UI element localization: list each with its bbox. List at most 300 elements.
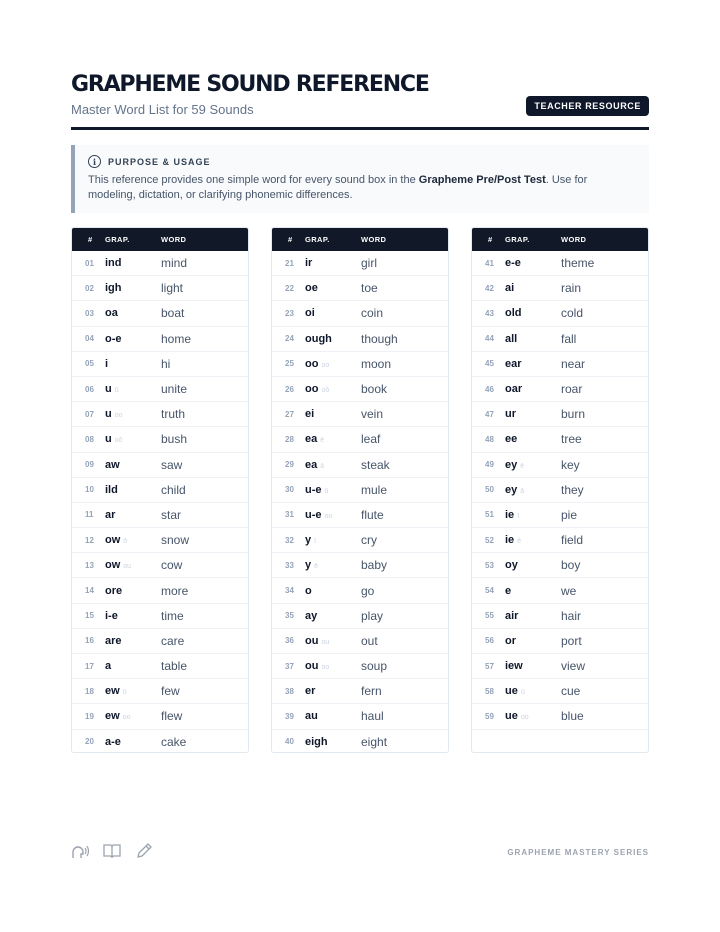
grapheme-text: au	[305, 710, 318, 723]
pencil-icon	[135, 843, 153, 864]
grapheme	[105, 736, 161, 748]
table-row	[72, 553, 248, 578]
table-row	[472, 251, 648, 276]
vowel-marker: oo	[324, 512, 333, 520]
grapheme	[105, 635, 161, 647]
vowel-marker: ū	[520, 689, 525, 697]
grapheme	[305, 307, 361, 319]
table-row	[72, 704, 248, 729]
vowel-marker: ō	[123, 538, 128, 546]
grapheme	[505, 408, 561, 420]
example-word: boy	[561, 558, 581, 573]
vowel-marker: ā	[320, 462, 325, 470]
grapheme-text: aw	[105, 458, 120, 471]
example-word: girl	[361, 256, 378, 271]
sound-number: 20	[85, 737, 94, 747]
example-word: time	[161, 608, 184, 623]
sound-number: 46	[485, 384, 494, 394]
usage-text-part: This reference provides one simple word for every sound box in the	[88, 174, 419, 186]
example-word: star	[161, 507, 182, 522]
grapheme	[305, 408, 361, 420]
grapheme	[105, 685, 161, 697]
table-row	[472, 528, 648, 553]
grapheme-text: oo	[305, 383, 319, 396]
grapheme	[505, 710, 561, 722]
grapheme	[305, 433, 361, 445]
table-row	[272, 327, 448, 352]
grapheme-text: ow	[105, 534, 121, 547]
grapheme	[105, 282, 161, 294]
table-row	[272, 629, 448, 654]
open-book-icon	[103, 843, 121, 864]
grapheme-text: o	[305, 584, 312, 597]
grapheme	[505, 257, 561, 269]
grapheme-text: ou	[305, 660, 319, 673]
example-word: flew	[161, 709, 183, 724]
grapheme-text: ind	[105, 257, 122, 270]
grapheme-text: ie	[505, 534, 515, 547]
vowel-marker: ē	[314, 563, 319, 571]
grapheme-text: a-e	[105, 735, 121, 748]
table-row	[272, 402, 448, 427]
example-word: theme	[561, 256, 595, 271]
grapheme	[305, 333, 361, 345]
sound-number: 26	[285, 384, 294, 394]
table-row	[72, 402, 248, 427]
sound-number: 28	[285, 434, 294, 444]
grapheme	[105, 358, 161, 370]
vowel-marker: ū	[122, 689, 127, 697]
example-word: cry	[361, 533, 377, 548]
grapheme	[505, 307, 561, 319]
grapheme-text: all	[505, 332, 518, 345]
example-word: toe	[361, 281, 378, 296]
page-subtitle: Master Word List for 59 Sounds	[71, 102, 254, 117]
grapheme-text: old	[505, 307, 522, 320]
grapheme	[105, 383, 161, 395]
table-row	[72, 352, 248, 377]
sound-number: 01	[85, 258, 94, 268]
grapheme-text: i-e	[105, 609, 118, 622]
sound-number: 16	[85, 636, 94, 646]
example-word: flute	[361, 507, 384, 522]
teacher-resource-badge: TEACHER RESOURCE	[526, 96, 649, 116]
table-body	[272, 251, 448, 753]
column-header-num: #	[288, 235, 293, 244]
grapheme	[105, 257, 161, 269]
sound-number: 42	[485, 283, 494, 293]
grapheme-text: ei	[305, 408, 315, 421]
grapheme-text: are	[105, 634, 122, 647]
vowel-marker: oo	[321, 361, 330, 369]
grapheme	[505, 660, 561, 672]
footer-icons	[71, 843, 153, 864]
vowel-marker: ē	[320, 437, 325, 445]
vowel-marker: ou	[321, 638, 330, 646]
sound-number: 37	[285, 661, 294, 671]
example-word: unite	[161, 382, 188, 397]
sound-number: 58	[485, 686, 494, 696]
page-header	[71, 72, 649, 117]
example-word: hi	[161, 356, 171, 371]
example-word: cow	[161, 558, 183, 573]
series-label: GRAPHEME MASTERY SERIES	[507, 848, 649, 857]
grapheme	[105, 610, 161, 622]
grapheme	[305, 685, 361, 697]
sound-number: 40	[285, 737, 294, 747]
grapheme-text: oa	[105, 307, 118, 320]
grapheme	[505, 635, 561, 647]
usage-heading	[88, 155, 637, 168]
grapheme	[105, 307, 161, 319]
grapheme	[105, 484, 161, 496]
grapheme	[505, 484, 561, 496]
table-row	[72, 604, 248, 629]
sound-number: 10	[85, 485, 94, 495]
example-word: tree	[561, 432, 582, 447]
grapheme-text: ie	[505, 508, 515, 521]
example-word: vein	[361, 407, 384, 422]
table-row	[472, 327, 648, 352]
grapheme	[505, 534, 561, 546]
table-row	[72, 654, 248, 679]
example-word: cake	[161, 734, 187, 749]
table-row	[272, 276, 448, 301]
table-row	[272, 528, 448, 553]
grapheme-text: y	[305, 559, 312, 572]
info-icon: i	[88, 155, 101, 168]
table-row	[472, 402, 648, 427]
sound-number: 55	[485, 611, 494, 621]
grapheme-text: ild	[105, 483, 118, 496]
table-row	[472, 629, 648, 654]
example-word: soup	[361, 659, 388, 674]
sound-number: 03	[85, 308, 94, 318]
table-row	[272, 427, 448, 452]
example-word: truth	[161, 407, 186, 422]
example-word: few	[161, 684, 180, 699]
column-header-num: #	[488, 235, 493, 244]
example-word: near	[561, 356, 586, 371]
table-row	[272, 503, 448, 528]
grapheme-text: u	[105, 383, 112, 396]
table-row	[272, 251, 448, 276]
table-row	[272, 654, 448, 679]
table-row	[272, 679, 448, 704]
grapheme-text: ue	[505, 710, 518, 723]
grapheme	[105, 333, 161, 345]
grapheme-text: ough	[305, 332, 332, 345]
example-word: bush	[161, 432, 188, 447]
example-word: we	[561, 583, 577, 598]
table-row	[472, 478, 648, 503]
page-title: GRAPHEME SOUND REFERENCE	[71, 72, 429, 97]
example-word: play	[361, 608, 384, 623]
sound-number: 22	[285, 283, 294, 293]
table-row	[472, 276, 648, 301]
example-word: table	[161, 659, 188, 674]
grapheme-text: ea	[305, 433, 318, 446]
sound-number: 27	[285, 409, 294, 419]
column-header-word: WORD	[561, 235, 587, 244]
example-word: view	[561, 659, 586, 674]
sound-number: 33	[285, 560, 294, 570]
grapheme-text: ue	[505, 685, 518, 698]
table-row	[72, 528, 248, 553]
grapheme	[305, 534, 361, 546]
table-row	[272, 604, 448, 629]
example-word: care	[161, 633, 185, 648]
example-word: port	[561, 633, 582, 648]
grapheme-text: er	[305, 685, 316, 698]
vowel-marker: ē	[520, 462, 525, 470]
column-header-grapheme: GRAP.	[305, 235, 330, 244]
table-header	[472, 228, 648, 251]
sound-number: 18	[85, 686, 94, 696]
grapheme	[105, 710, 161, 722]
example-word: fall	[561, 331, 577, 346]
example-word: steak	[361, 457, 390, 472]
table-row	[472, 301, 648, 326]
sound-number: 53	[485, 560, 494, 570]
sound-number: 44	[485, 334, 494, 344]
table-row	[472, 352, 648, 377]
table-row	[472, 604, 648, 629]
grapheme-text: or	[505, 634, 516, 647]
grapheme-text: ea	[305, 458, 318, 471]
table-row	[272, 704, 448, 729]
example-word: saw	[161, 457, 183, 472]
example-word: field	[561, 533, 584, 548]
table-row	[272, 453, 448, 478]
vowel-marker: ū	[324, 487, 329, 495]
grapheme-text: u-e	[305, 483, 322, 496]
grapheme-text: ee	[505, 433, 518, 446]
example-word: hair	[561, 608, 582, 623]
sound-number: 19	[85, 711, 94, 721]
example-word: cold	[561, 306, 584, 321]
table-row	[72, 679, 248, 704]
usage-title: PURPOSE & USAGE	[108, 156, 211, 167]
vowel-marker: oo	[122, 714, 131, 722]
grapheme	[505, 509, 561, 521]
vowel-marker: ē	[517, 538, 522, 546]
grapheme	[505, 610, 561, 622]
grapheme	[305, 509, 361, 521]
grapheme-text: eigh	[305, 735, 328, 748]
usage-text-bold: Grapheme Pre/Post Test	[418, 174, 546, 186]
table-row	[72, 301, 248, 326]
sound-number: 36	[285, 636, 294, 646]
table-row	[72, 478, 248, 503]
grapheme-text: ur	[505, 408, 516, 421]
sound-number: 07	[85, 409, 94, 419]
sound-number: 29	[285, 460, 294, 470]
table-row	[72, 503, 248, 528]
grapheme	[305, 559, 361, 571]
sound-number: 45	[485, 359, 494, 369]
grapheme-text: ir	[305, 257, 313, 270]
grapheme-text: air	[505, 609, 519, 622]
example-word: rain	[561, 281, 582, 296]
vowel-marker: ū	[114, 387, 119, 395]
grapheme-text: ear	[505, 357, 522, 370]
sound-number: 52	[485, 535, 494, 545]
table-row	[472, 453, 648, 478]
example-word: mule	[361, 482, 388, 497]
grapheme-text: ew	[105, 710, 120, 723]
sound-number: 04	[85, 334, 94, 344]
grapheme-text: ay	[305, 609, 318, 622]
sound-number: 08	[85, 434, 94, 444]
vowel-marker: oo	[114, 412, 123, 420]
grapheme	[105, 459, 161, 471]
grapheme	[305, 358, 361, 370]
example-word: coin	[361, 306, 384, 321]
table-row	[272, 478, 448, 503]
grapheme	[105, 433, 161, 445]
grapheme-text: i	[105, 357, 109, 370]
grapheme-text: ore	[105, 584, 123, 597]
example-word: mind	[161, 256, 188, 271]
sound-number: 47	[485, 409, 494, 419]
grapheme	[105, 660, 161, 672]
sound-table-column-1	[71, 227, 249, 753]
example-word: pie	[561, 507, 578, 522]
example-word: book	[361, 382, 388, 397]
example-word: go	[361, 583, 375, 598]
sound-number: 23	[285, 308, 294, 318]
sound-number: 43	[485, 308, 494, 318]
vowel-marker: ou	[123, 563, 132, 571]
vowel-marker: oo	[520, 714, 529, 722]
sound-number: 34	[285, 586, 294, 596]
grapheme	[305, 459, 361, 471]
sound-number: 50	[485, 485, 494, 495]
sound-number: 02	[85, 283, 94, 293]
sound-number: 35	[285, 611, 294, 621]
example-word: cue	[561, 684, 581, 699]
table-row	[272, 301, 448, 326]
table-row	[472, 679, 648, 704]
vowel-marker: oǒ	[114, 437, 123, 445]
grapheme	[105, 408, 161, 420]
sound-number: 38	[285, 686, 294, 696]
example-word: burn	[561, 407, 586, 422]
column-header-word: WORD	[361, 235, 387, 244]
sound-number: 57	[485, 661, 494, 671]
sound-number: 25	[285, 359, 294, 369]
table-row	[472, 704, 648, 729]
grapheme-text: oy	[505, 559, 518, 572]
table-row	[72, 427, 248, 452]
table-row	[72, 730, 248, 753]
grapheme	[105, 534, 161, 546]
grapheme-text: u	[105, 433, 112, 446]
vowel-marker: oǒ	[321, 387, 330, 395]
table-row	[272, 352, 448, 377]
example-word: out	[361, 633, 378, 648]
table-row	[72, 629, 248, 654]
grapheme	[305, 660, 361, 672]
grapheme	[505, 559, 561, 571]
sound-number: 12	[85, 535, 94, 545]
speaking-head-icon	[71, 843, 89, 864]
sound-number: 30	[285, 485, 294, 495]
example-word: snow	[161, 533, 190, 548]
example-word: moon	[361, 356, 392, 371]
example-word: though	[361, 331, 398, 346]
grapheme	[505, 333, 561, 345]
grapheme	[505, 585, 561, 597]
grapheme-text: u-e	[305, 508, 322, 521]
grapheme	[505, 433, 561, 445]
example-word: blue	[561, 709, 584, 724]
table-row	[72, 578, 248, 603]
sound-number: 59	[485, 711, 494, 721]
example-word: key	[561, 457, 580, 472]
sound-number: 13	[85, 560, 94, 570]
sound-number: 06	[85, 384, 94, 394]
column-header-word: WORD	[161, 235, 187, 244]
grapheme	[505, 459, 561, 471]
grapheme	[305, 383, 361, 395]
sound-number: 49	[485, 460, 494, 470]
table-row	[472, 553, 648, 578]
sound-table-column-3	[471, 227, 649, 753]
grapheme-text: oo	[305, 357, 319, 370]
table-row	[72, 453, 248, 478]
sound-number: 51	[485, 510, 494, 520]
grapheme-text: ew	[105, 685, 120, 698]
example-word: leaf	[361, 432, 381, 447]
table-row	[272, 578, 448, 603]
example-word: light	[161, 281, 184, 296]
sound-number: 15	[85, 611, 94, 621]
grapheme	[305, 736, 361, 748]
example-word: eight	[361, 734, 388, 749]
grapheme	[305, 484, 361, 496]
sound-number: 48	[485, 434, 494, 444]
column-header-grapheme: GRAP.	[505, 235, 530, 244]
table-row	[472, 578, 648, 603]
table-row	[472, 377, 648, 402]
example-word: boat	[161, 306, 185, 321]
grapheme	[305, 585, 361, 597]
grapheme-text: igh	[105, 282, 122, 295]
example-word: more	[161, 583, 189, 598]
grapheme-text: e	[505, 584, 512, 597]
header-divider	[71, 127, 649, 130]
table-row	[472, 654, 648, 679]
usage-text	[88, 173, 637, 203]
grapheme	[305, 635, 361, 647]
example-word: child	[161, 482, 186, 497]
sound-number: 17	[85, 661, 94, 671]
grapheme	[505, 685, 561, 697]
grapheme	[105, 585, 161, 597]
sound-number: 39	[285, 711, 294, 721]
grapheme-text: ey	[505, 458, 518, 471]
example-word: they	[561, 482, 584, 497]
example-word: roar	[561, 382, 583, 397]
grapheme-text: ow	[105, 559, 121, 572]
table-row	[72, 251, 248, 276]
sound-number: 21	[285, 258, 294, 268]
sound-number: 09	[85, 460, 94, 470]
example-word: baby	[361, 558, 388, 573]
sound-number: 54	[485, 586, 494, 596]
